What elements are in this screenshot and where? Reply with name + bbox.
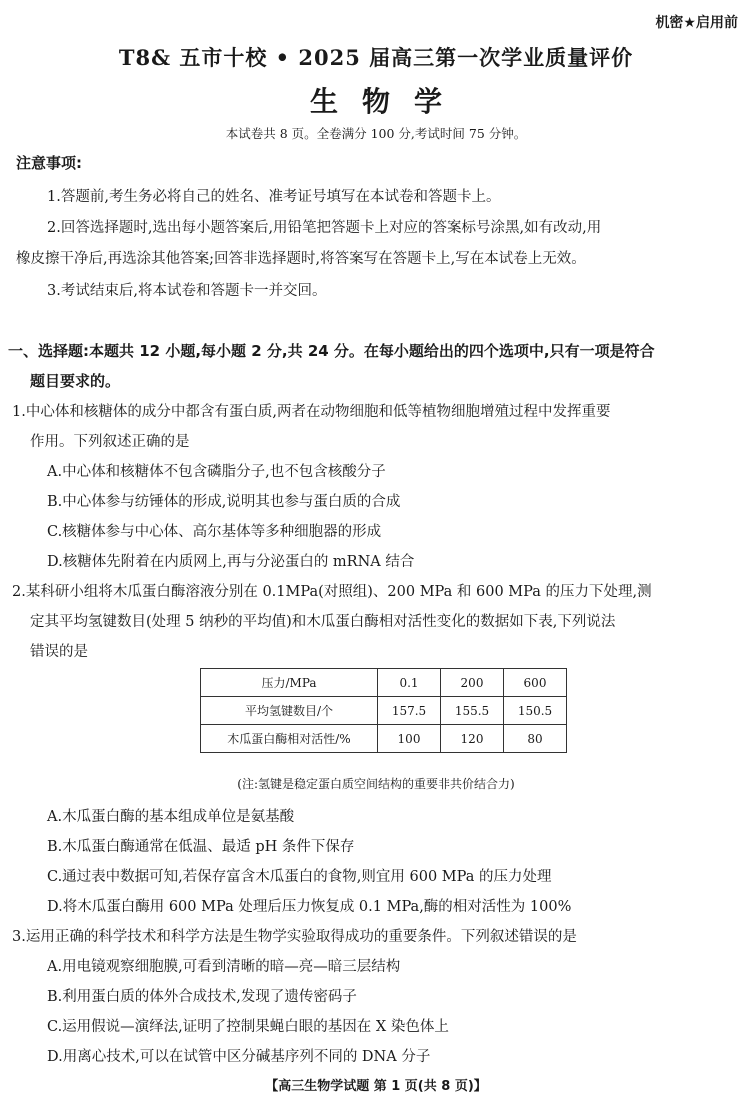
notice-heading: 注意事项: [16,154,82,172]
q1-stem-cont: 作用。下列叙述正确的是 [30,434,190,450]
notice-line-3: 橡皮擦干净后,再选涂其他答案;回答非选择题时,将答案写在答题卡上,写在本试卷上无效。 [16,251,586,267]
q1-stem: 1.中心体和核糖体的成分中都含有蛋白质,两者在动物细胞和低等植物细胞增殖过程中发挥重要 [12,404,611,420]
subject-title: 生物学 [309,85,466,118]
table-cell: 600 [504,669,567,697]
q3-option-a: A.用电镜观察细胞膜,可看到清晰的暗—亮—暗三层结构 [47,959,401,975]
q2-stem: 2.某科研小组将木瓜蛋白酶溶液分别在 0.1MPa(对照组)、200 MPa 和 600 MPa 的压力下处理,测 [12,584,652,600]
confidential-mark: 机密★启用前 [655,15,738,31]
q2-option-c: C.通过表中数据可知,若保存富含木瓜蛋白的食物,则宜用 600 MPa 的压力处理 [47,869,552,885]
table-cell: 155.5 [441,697,504,725]
table-cell: 木瓜蛋白酶相对活性/% [201,725,378,753]
q2-option-a: A.木瓜蛋白酶的基本组成单位是氨基酸 [47,809,295,825]
table-row [201,669,567,697]
table-cell: 80 [504,725,567,753]
section-title: 一、选择题:本题共 12 小题,每小题 2 分,共 24 分。在每小题给出的四个选项中,只有一项是符合 [8,342,655,360]
q3-stem: 3.运用正确的科学技术和科学方法是生物学实验取得成功的重要条件。下列叙述错误的是 [12,929,577,945]
q1-option-a: A.中心体和核糖体不包含磷脂分子,也不包含核酸分子 [47,464,386,480]
q3-option-b: B.利用蛋白质的体外合成技术,发现了遗传密码子 [47,989,357,1005]
q2-option-b: B.木瓜蛋白酶通常在低温、最适 pH 条件下保存 [47,839,355,855]
q2-option-d: D.将木瓜蛋白酶用 600 MPa 处理后压力恢复成 0.1 MPa,酶的相对活性为 100% [47,899,572,915]
table-cell: 157.5 [378,697,441,725]
table-cell: 100 [378,725,441,753]
notice-line-1: 1.答题前,考生务必将自己的姓名、准考证号填写在本试卷和答题卡上。 [47,189,501,205]
table-cell: 120 [441,725,504,753]
notice-line-4: 3.考试结束后,将本试卷和答题卡一并交回。 [47,283,327,299]
page-footer: 【高三生物学试题 第 1 页(共 8 页)】 [265,1079,487,1094]
q2-stem-cont: 定其平均氢键数目(处理 5 纳秒的平均值)和木瓜蛋白酶相对活性变化的数据如下表,下列说法 [30,614,616,630]
table-note: (注:氢键是稳定蛋白质空间结构的重要非共价结合力) [237,777,515,791]
table-cell: 200 [441,669,504,697]
q1-option-c: C.核糖体参与中心体、高尔基体等多种细胞器的形成 [47,524,382,540]
data-table [200,668,567,753]
q1-option-b: B.中心体参与纺锤体的形成,说明其也参与蛋白质的合成 [47,494,401,510]
table-cell: 0.1 [378,669,441,697]
table-cell: 压力/MPa [201,669,378,697]
q3-option-d: D.用离心技术,可以在试管中区分碱基序列不同的 DNA 分子 [47,1049,431,1065]
section-title-cont: 题目要求的。 [30,372,121,390]
q2-stem-end: 错误的是 [30,644,88,660]
table-row [201,697,567,725]
table-row [201,725,567,753]
q1-option-d: D.核糖体先附着在内质网上,再与分泌蛋白的 mRNA 结合 [47,554,415,570]
table-cell: 150.5 [504,697,567,725]
table-cell: 平均氢键数目/个 [201,697,378,725]
q3-option-c: C.运用假说—演绎法,证明了控制果蝇白眼的基因在 X 染色体上 [47,1019,449,1035]
exam-title: T8& 五市十校 • 2025 届高三第一次学业质量评价 [118,45,634,70]
exam-info: 本试卷共 8 页。全卷满分 100 分,考试时间 75 分钟。 [225,126,527,141]
notice-line-2: 2.回答选择题时,选出每小题答案后,用铅笔把答题卡上对应的答案标号涂黑,如有改动,用 [47,220,602,236]
